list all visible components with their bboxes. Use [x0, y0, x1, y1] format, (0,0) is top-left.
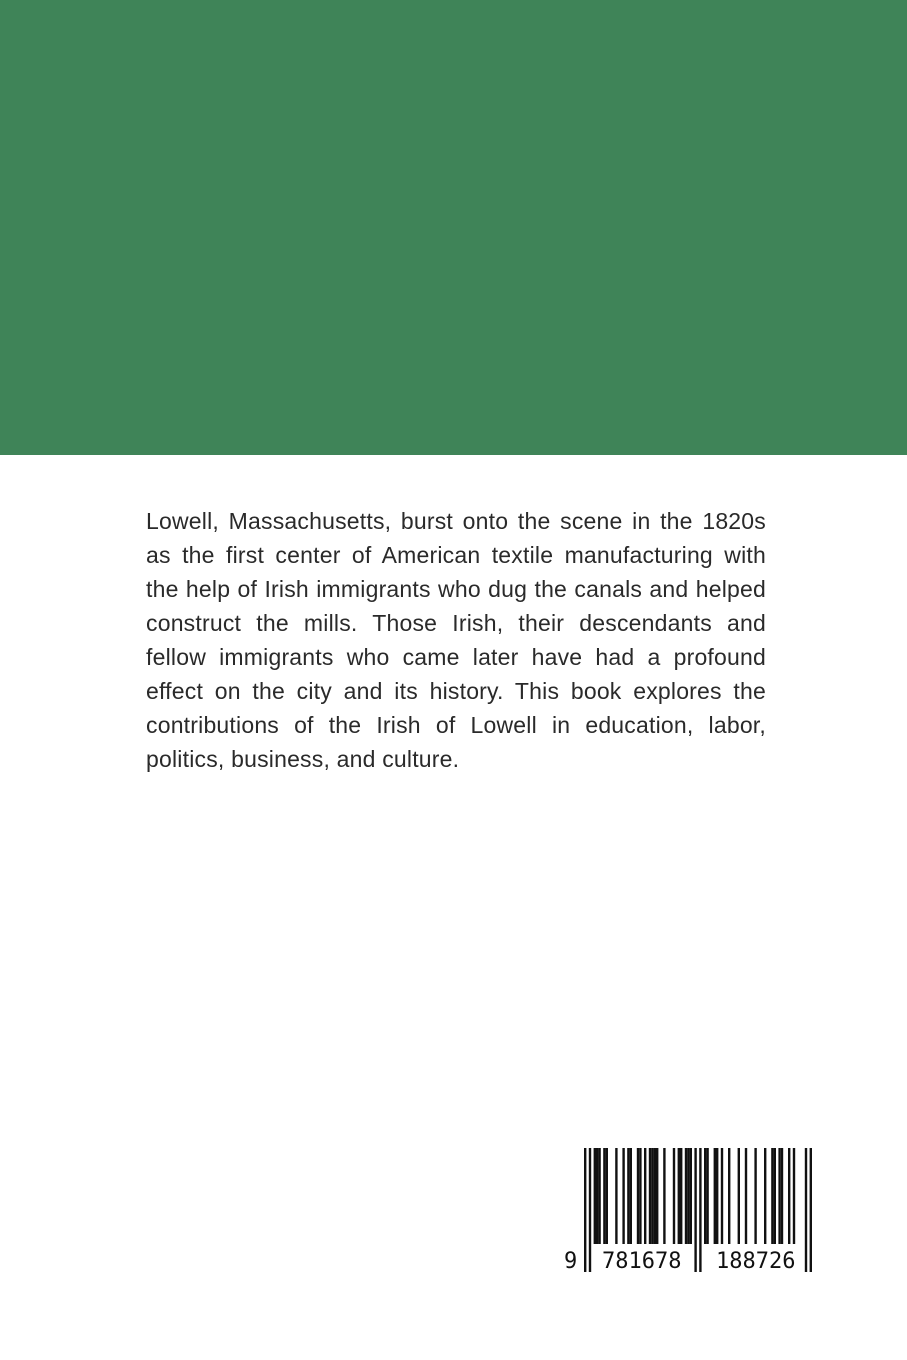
barcode-bar: [788, 1148, 790, 1244]
barcode-guard-bar: [584, 1148, 586, 1272]
barcode-bar: [774, 1148, 776, 1244]
barcode-bar: [649, 1148, 651, 1244]
barcode-bar: [663, 1148, 665, 1244]
barcode-lead-digit: 9: [564, 1249, 578, 1272]
barcode-bar: [716, 1148, 718, 1244]
barcode-guard-bar: [805, 1148, 807, 1272]
barcode-bar: [771, 1148, 773, 1244]
barcode-bar: [639, 1148, 641, 1244]
back-cover-blurb: Lowell, Massachusetts, burst onto the scene in the 1820s as the first center of American textile manufacturing with the help of Irish immigrants who dug the canals and helped construct the mills. Those Irish, their descendants and fellow immigrants who came later have had a profound effect on the city and its history. This book explores the contributions of the Irish of Lowell in education, labor, politics, business, and culture.: [146, 508, 766, 772]
isbn-barcode: [562, 1148, 822, 1272]
barcode-bar: [678, 1148, 680, 1244]
barcode-left-digits: 781678: [602, 1249, 682, 1272]
barcode-bar: [637, 1148, 639, 1244]
barcode-bar: [793, 1148, 795, 1244]
barcode-bar: [721, 1148, 723, 1244]
barcode-guard-bar: [589, 1148, 591, 1272]
barcode-bar: [781, 1148, 783, 1244]
barcode-bar: [764, 1148, 766, 1244]
barcode-bar: [680, 1148, 682, 1244]
barcode-bar: [603, 1148, 605, 1244]
barcode-bar: [778, 1148, 780, 1244]
barcode-bar: [714, 1148, 716, 1244]
barcode-guard-bar: [699, 1148, 701, 1272]
barcode-bar: [606, 1148, 608, 1244]
barcode-guard-bar: [810, 1148, 812, 1272]
barcode-guard-bar: [694, 1148, 696, 1272]
barcode-bar: [685, 1148, 687, 1244]
barcode-bar: [627, 1148, 629, 1244]
barcode-bar: [673, 1148, 675, 1244]
barcode-bar: [687, 1148, 689, 1244]
barcode-bar: [704, 1148, 706, 1244]
barcode-bar: [690, 1148, 692, 1244]
barcode-bar: [754, 1148, 756, 1244]
barcode-bar: [745, 1148, 747, 1244]
barcode-bar: [615, 1148, 617, 1244]
barcode-bar: [656, 1148, 658, 1244]
barcode-bar: [622, 1148, 624, 1244]
cover-color-band: [0, 0, 907, 455]
barcode-bar: [598, 1148, 600, 1244]
barcode-right-digits: 188726: [716, 1249, 796, 1272]
barcode-bar: [596, 1148, 598, 1244]
barcode-bar: [654, 1148, 656, 1244]
barcode-bar: [594, 1148, 596, 1244]
barcode-bar: [644, 1148, 646, 1244]
barcode-graphic: [562, 1148, 822, 1272]
barcode-bar: [651, 1148, 653, 1244]
barcode-bar: [630, 1148, 632, 1244]
barcode-bar: [706, 1148, 708, 1244]
barcode-bar: [738, 1148, 740, 1244]
barcode-bar: [728, 1148, 730, 1244]
